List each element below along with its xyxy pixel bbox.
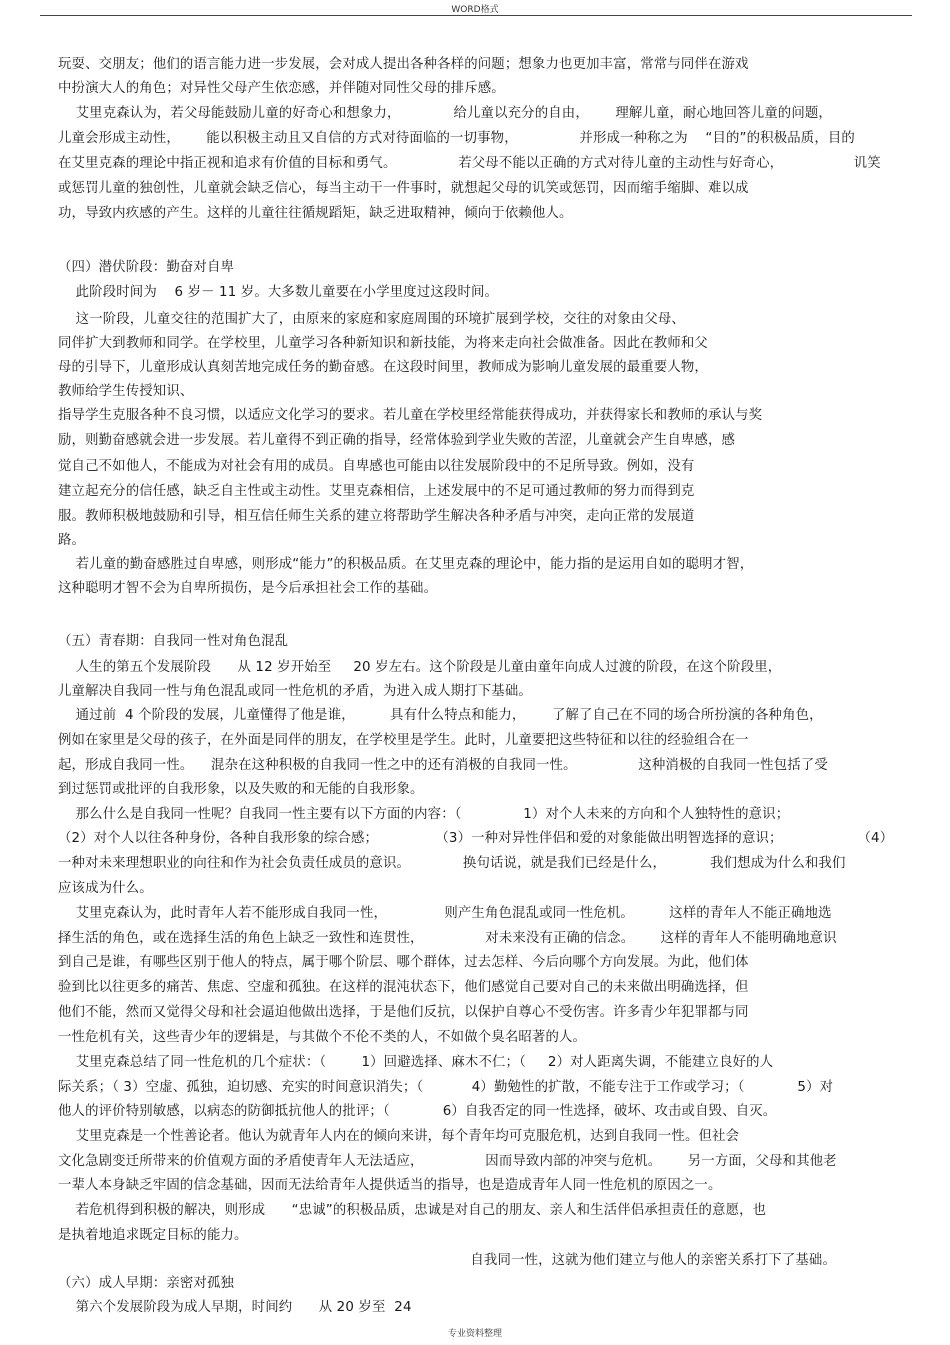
text-line: 同伴扩大到教师和同学。在学校里，儿童学习各种新知识和新技能，为将来走向社会做准备。因此在教师和父 [58, 336, 708, 351]
text-line: 若儿童的勤奋感胜过自卑感，则形成“能力”的积极品质。在艾里克森的理论中，能力指的是运用自如的聪明才智， [58, 557, 754, 572]
text-line: 路。 [58, 533, 86, 548]
text-line: 例如在家里是父母的孩子，在外面是同伴的朋友，在学校里是学生。此时，儿童要把这些特征和以往的经验组合在一 [58, 733, 749, 748]
text-line: 教师给学生传授知识、 [58, 384, 194, 399]
text-line: 或惩罚儿童的独创性，儿童就会缺乏信心，每当主动干一件事时，就想起父母的讥笑或惩罚，因而缩手缩脚、难以成 [58, 181, 749, 196]
text-line: 是执着地追求既定目标的能力。 [58, 1228, 248, 1243]
text-line: 一辈人本身缺乏牢固的信念基础，因而无法给青年人提供适当的指导，也是造成青年人同一性危机的原因之一。 [58, 1178, 722, 1193]
text-line: 艾里克森认为，若父母能鼓励儿童的好奇心和想象力， 给儿童以充分的自由， 理解儿童，耐心地回答儿童的问题， [58, 106, 832, 121]
text-line: 这一阶段，儿童交往的范围扩大了，由原来的家庭和家庭周围的环境扩展到学校，交往的对象由父母、 [58, 312, 685, 327]
text-line: 儿童会形成主动性， 能以积极主动且又自信的方式对待面临的一切事物， 并形成一种称之为 “目的”的积极品质，目的 [58, 131, 855, 146]
text-line: （五）青春期：自我同一性对角色混乱 [58, 634, 289, 649]
text-line: 文化急剧变迁所带来的价值观方面的矛盾使青年人无法适应， 因而导致内部的冲突与危机。 另一方面，父母和其他老 [58, 1154, 837, 1169]
text-line: 儿童解决自我同一性与角色混乱或同一性危机的矛盾，为进入成人期打下基础。 [58, 684, 532, 699]
text-line: 此阶段时间为 6 岁－ 11 岁。大多数儿童要在小学里度过这段时间。 [58, 285, 499, 300]
text-line: 一性危机有关，这些青少年的逻辑是，与其做个不伦不类的人，不如做个臭名昭著的人。 [58, 1030, 587, 1045]
text-line: 自我同一性，这就为他们建立与他人的亲密关系打下了基础。 [470, 1253, 836, 1268]
text-line: （四）潜伏阶段：勤奋对自卑 [58, 260, 235, 275]
text-line: 人生的第五个发展阶段 从 12 岁开始至 20 岁左右。这个阶段是儿童由童年向成人过渡的阶段，在这个阶段里， [58, 660, 782, 675]
text-line: 在艾里克森的理论中指正视和追求有价值的目标和勇气。 若父母不能以正确的方式对待儿童的主动性与好奇心， 讥笑 [58, 156, 881, 171]
text-line: 应该成为什么。 [58, 881, 153, 896]
text-line: （六）成人早期：亲密对孤独 [58, 1276, 235, 1291]
text-line: 验到比以往更多的痛苦、焦虑、空虚和孤独。在这样的混沌状态下，他们感觉自己要对自己的未来做出明确选择，但 [58, 980, 749, 995]
text-line: 母的引导下，儿童形成认真刻苦地完成任务的勤奋感。在这段时间里，教师成为影响儿童发展的最重要人物， [58, 360, 708, 375]
text-line: 觉自己不如他人，不能成为对社会有用的成员。自卑感也可能由以往发展阶段中的不足所导致。例如，没有 [58, 459, 695, 474]
page-header: WORD格式 [451, 5, 499, 15]
text-line: 功，导致内疚感的产生。这样的儿童往往循规蹈矩，缺乏进取精神，倾向于依赖他人。 [58, 206, 573, 221]
text-line: 第六个发展阶段为成人早期，时间约 从 20 岁至 24 [58, 1300, 412, 1315]
header-rule [40, 15, 912, 16]
text-line: 际关系；（ 3）空虚、孤独，迫切感、充实的时间意识消失；（ 4）勤勉性的扩散，不能专注于工作或学习；（ 5）对 [58, 1080, 834, 1095]
text-line: 励，则勤奋感就会进一步发展。若儿童得不到正确的指导，经常体验到学业失败的苦涩，儿童就会产生自卑感，感 [58, 433, 736, 448]
text-line: 建立起充分的信任感，缺乏自主性或主动性。艾里克森相信，上述发展中的不足可通过教师的努力而得到克 [58, 484, 695, 499]
text-line: 中扮演大人的角色；对异性父母产生依恋感，并伴随对同性父母的排斥感。 [58, 81, 505, 96]
text-line: 这种聪明才智不会为自卑所损伤，是今后承担社会工作的基础。 [58, 581, 438, 596]
text-line: 指导学生克服各种不良习惯，以适应文化学习的要求。若儿童在学校里经常能获得成功，并获得家长和教师的承认与奖 [58, 408, 763, 423]
text-line: 玩耍、交朋友；他们的语言能力进一步发展，会对成人提出各种各样的问题；想象力也更加丰富，常常与同伴在游戏 [58, 57, 749, 72]
text-line: 若危机得到积极的解决，则形成 “忠诚”的积极品质，忠诚是对自己的朋友、亲人和生活伴侣承担责任的意愿，也 [58, 1203, 767, 1218]
text-line: 他人的评价特别敏感，以病态的防御抵抗他人的批评；（ 6）自我否定的同一性选择，破坏、攻击或自毁、自灭。 [58, 1104, 777, 1119]
text-line: 他们不能，然而又觉得父母和社会逼迫他做出选择，于是他们反抗，以保护自尊心不受伤害。许多青少年犯罪都与同 [58, 1005, 749, 1020]
text-line: （2）对个人以往各种身份，各种自我形象的综合感； （3）一种对异性伴侣和爱的对象能做出明智选择的意识； （4） [58, 831, 894, 846]
text-line: 到过惩罚或批评的自我形象，以及失败的和无能的自我形象。 [58, 782, 424, 797]
text-line: 择生活的角色，或在选择生活的角色上缺乏一致性和连贯性， 对未来没有正确的信念。 这样的青年人不能明确地意识 [58, 931, 837, 946]
text-line: 一种对未来理想职业的向往和作为社会负责任成员的意识。 换句话说，就是我们已经是什么， 我们想成为什么和我们 [58, 856, 846, 871]
text-line: 艾里克森是一个性善论者。他认为就青年人内在的倾向来讲，每个青年均可克服危机，达到自我同一性。但社会 [58, 1129, 740, 1144]
text-line: 到自己是谁，有哪些区别于他人的特点，属于哪个阶层、哪个群体，过去怎样、今后向哪个方向发展。为此，他们体 [58, 955, 749, 970]
text-line: 艾里克森总结了同一性危机的几个症状：（ 1）回避选择、麻木不仁；（ 2）对人距离失调，不能建立良好的人 [58, 1055, 774, 1070]
text-line: 起，形成自我同一性。 混杂在这种积极的自我同一性之中的还有消极的自我同一性。 这种消极的自我同一性包括了受 [58, 758, 828, 773]
text-line: 那么什么是自我同一性呢？自我同一性主要有以下方面的内容：（ 1）对个人未来的方向和个人独特性的意识； [58, 807, 790, 822]
text-line: 通过前 4 个阶段的发展，儿童懂得了他是谁， 具有什么特点和能力， 了解了自己在不同的场合所扮演的各种角色， [58, 708, 823, 723]
text-line: 艾里克森认为，此时青年人若不能形成自我同一性， 则产生角色混乱或同一性危机。 这样的青年人不能正确地选 [58, 906, 832, 921]
text-line: 服。教师积极地鼓励和引导，相互信任师生关系的建立将帮助学生解决各种矛盾与冲突，走向正常的发展道 [58, 509, 695, 524]
page-footer: 专业资料整理 [447, 1329, 502, 1339]
